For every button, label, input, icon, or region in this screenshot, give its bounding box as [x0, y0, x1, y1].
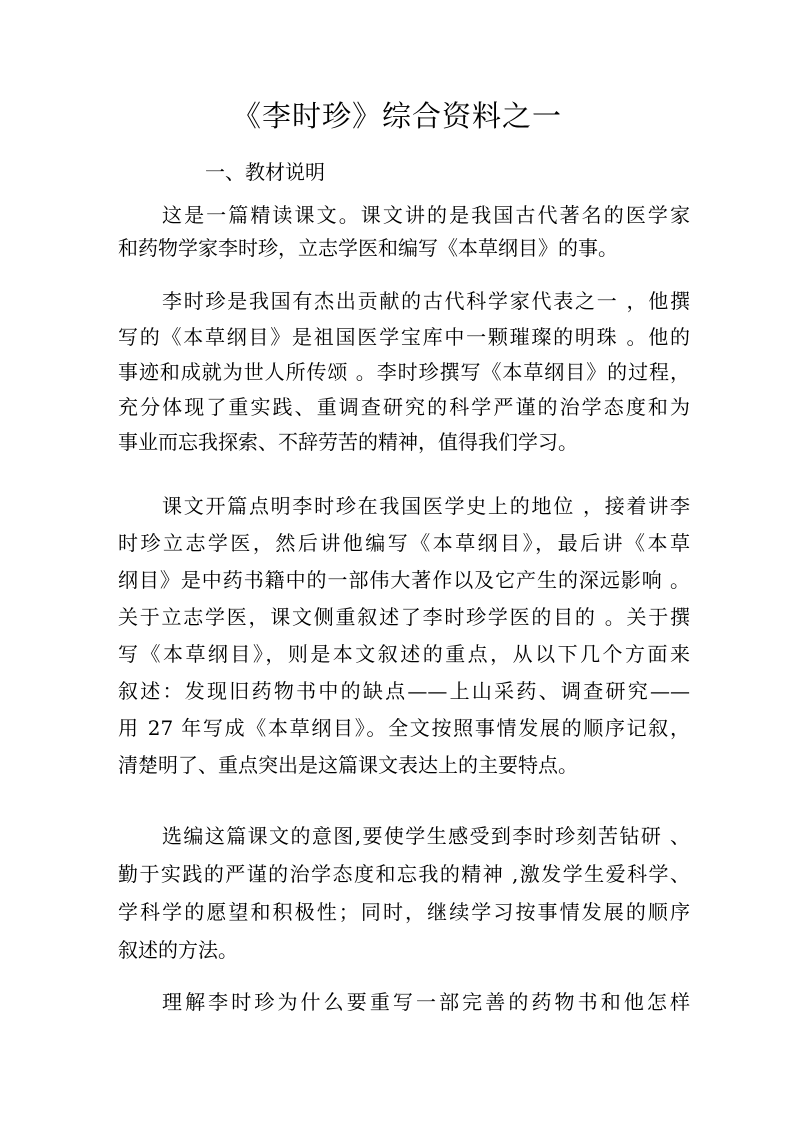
- document-title: 《李时珍》综合资料之一: [231, 99, 562, 133]
- paragraph-4: [118, 820, 690, 967]
- text-line: 用 27 年写成《本草纲目》。全文按照事情发展的顺序记叙，: [118, 716, 690, 740]
- text-line: 时珍立志学医，然后讲他编写《本草纲目》，最后讲《本草: [118, 531, 690, 555]
- text-line: 叙述的方法。: [118, 938, 238, 962]
- paragraph-1: [118, 199, 690, 265]
- text-line: 勤于实践的严谨的治学态度和忘我的精神 ,激发学生爱科学、: [118, 862, 690, 886]
- text-line: 这是一篇精读课文。课文讲的是我国古代著名的医学家: [162, 203, 690, 227]
- text-line: 叙述：发现旧药物书中的缺点——上山采药、调查研究——: [118, 679, 690, 703]
- text-line: 纲目》是中药书籍中的一部伟大著作以及它产生的深远影响 。: [118, 568, 690, 592]
- text-line: 关于立志学医，课文侧重叙述了李时珍学医的目的 。关于撰: [118, 605, 690, 629]
- text-line: 选编这篇课文的意图,要使学生感受到李时珍刻苦钻研 、: [162, 824, 690, 848]
- text-line: 充分体现了重实践、重调查研究的科学严谨的治学态度和为: [118, 395, 690, 419]
- text-line: 李时珍是我国有杰出贡献的古代科学家代表之一 ，他撰: [162, 289, 690, 313]
- paragraph-3: [118, 490, 690, 782]
- text-line: 写《本草纲目》，则是本文叙述的重点，从以下几个方面来: [118, 642, 690, 666]
- section-heading: 一、教材说明: [205, 160, 325, 184]
- paragraph-5: [118, 986, 690, 1019]
- text-line: 理解李时珍为什么要重写一部完善的药物书和他怎样: [162, 990, 690, 1014]
- text-line: 学科学的愿望和积极性；同时，继续学习按事情发展的顺序: [118, 900, 690, 924]
- text-line: 事迹和成就为世人所传颂 。李时珍撰写《本草纲目》的过程，: [118, 360, 690, 384]
- text-line: 清楚明了、重点突出是这篇课文表达上的主要特点。: [118, 753, 578, 777]
- paragraph-2: [118, 285, 690, 459]
- text-line: 事业而忘我探索、不辞劳苦的精神，值得我们学习。: [118, 430, 578, 454]
- text-line: 课文开篇点明李时珍在我国医学史上的地位 ，接着讲李: [162, 494, 690, 518]
- text-line: 和药物学家李时珍，立志学医和编写《本草纲目》的事。: [118, 236, 618, 260]
- text-line: 写的《本草纲目》是祖国医学宝库中一颗璀璨的明珠 。他的: [118, 325, 690, 349]
